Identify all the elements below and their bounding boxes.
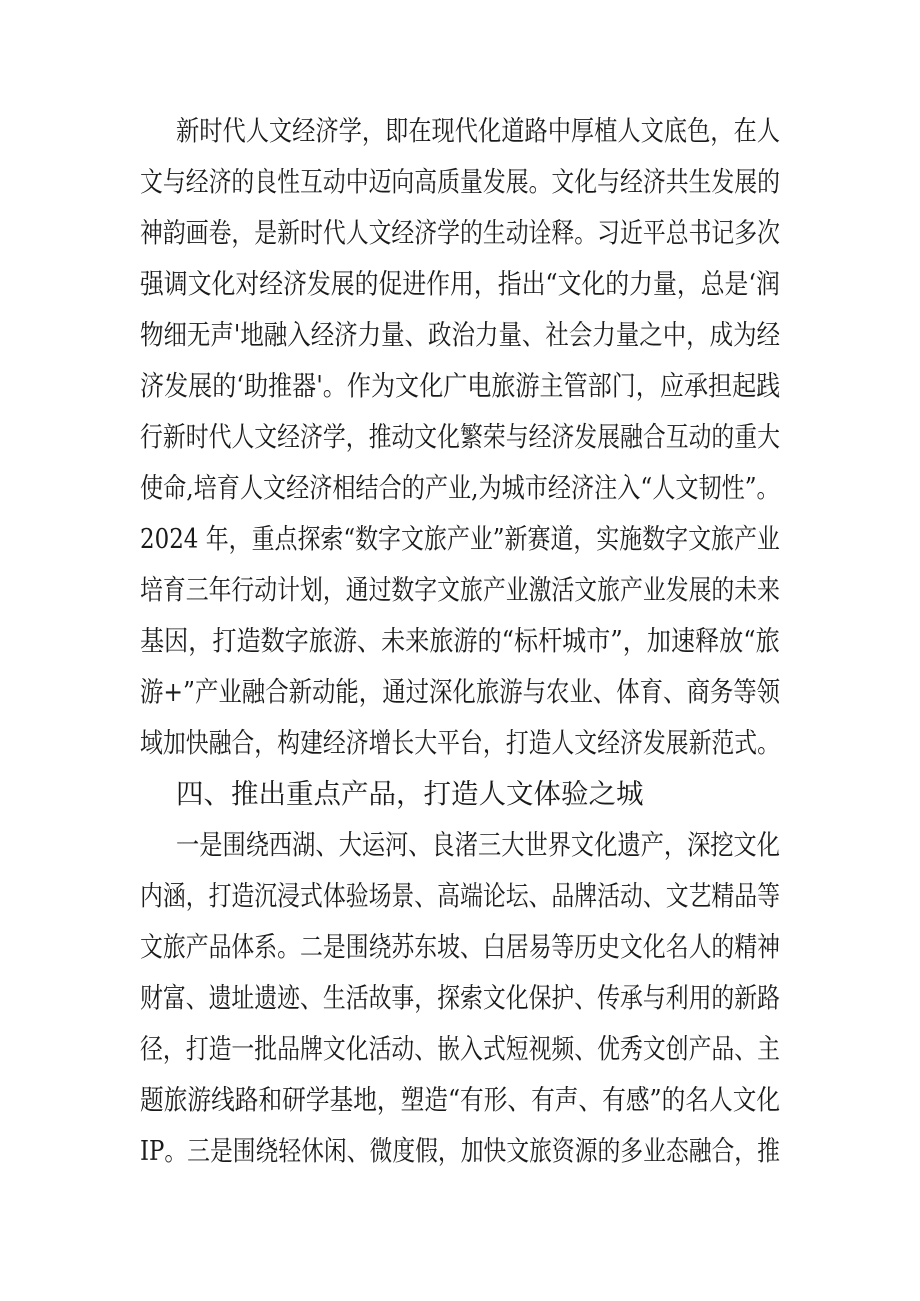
text-line: 物细无声'地融入经济力量、政治力量、社会力量之中，成为经	[140, 319, 781, 351]
text-line: 一是围绕西湖、大运河、良渚三大世界文化遗产，深挖文化	[176, 829, 780, 861]
text-line: 神韵画卷，是新时代人文经济学的生动诠释。习近平总书记多次	[140, 217, 780, 249]
text-line: 财富、遗址遗迹、生活故事，探索文化保护、传承与利用的新路	[140, 982, 780, 1014]
text-line: 济发展的‘助推器'。作为文化广电旅游主管部门，应承担起践	[140, 370, 781, 402]
text-line: 新时代人文经济学，即在现代化道路中厚植人文底色，在人	[176, 115, 780, 147]
text-line: 题旅游线路和研学基地，塑造“有形、有声、有感”的名人文化	[140, 1084, 781, 1116]
text-line: 使命,培育人文经济相结合的产业,为城市经济注入“人文韧性”。	[140, 472, 780, 504]
text-line: 径，打造一批品牌文化活动、嵌入式短视频、优秀文创产品、主	[140, 1033, 780, 1065]
text-line: 域加快融合，构建经济增长大平台，打造人文经济发展新范式。	[140, 727, 780, 759]
text-line: 文旅产品体系。二是围绕苏东坡、白居易等历史文化名人的精神	[140, 931, 780, 963]
text-line: IP。三是围绕轻休闲、微度假，加快文旅资源的多业态融合，推	[140, 1135, 780, 1167]
text-line: 文与经济的良性互动中迈向高质量发展。文化与经济共生发展的	[140, 166, 780, 198]
text-line: 2024 年，重点探索“数字文旅产业”新赛道，实施数字文旅产业	[140, 523, 780, 555]
text-line: 基因，打造数字旅游、未来旅游的“标杆城市”，加速释放“旅	[140, 625, 780, 657]
text-line: 培育三年行动计划，通过数字文旅产业激活文旅产业发展的未来	[140, 574, 780, 606]
text-line: 行新时代人文经济学，推动文化繁荣与经济发展融合互动的重大	[140, 421, 780, 453]
text-line: 游+”产业融合新动能，通过深化旅游与农业、体育、商务等领	[140, 676, 781, 708]
text-line: 强调文化对经济发展的促进作用，指出“文化的力量，总是‘润	[140, 268, 780, 300]
text-line: 内涵，打造沉浸式体验场景、高端论坛、品牌活动、文艺精品等	[140, 880, 780, 912]
section-heading: 四、推出重点产品，打造人文体验之城	[176, 778, 644, 810]
